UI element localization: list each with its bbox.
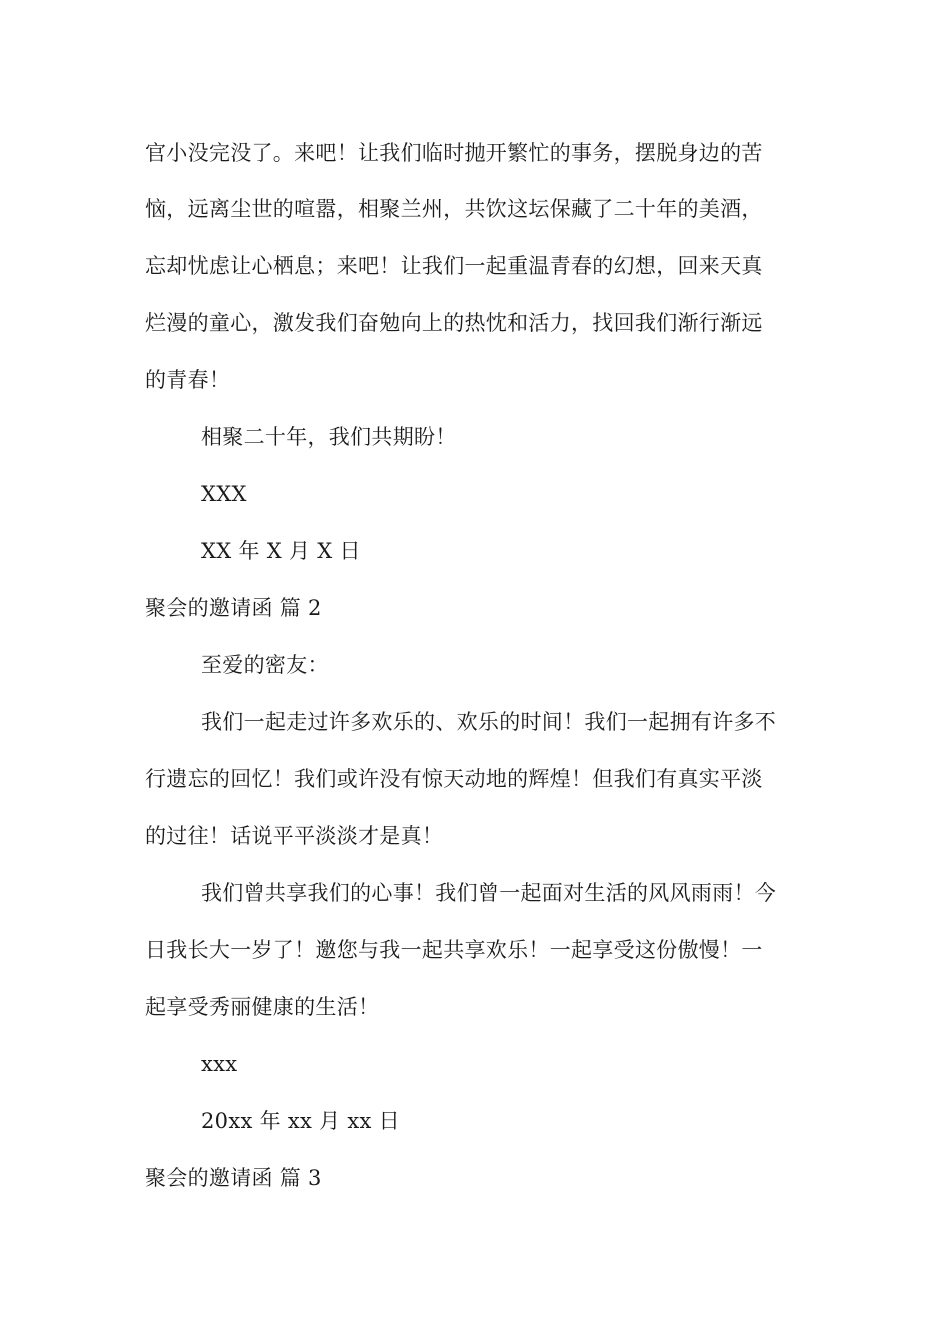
paragraph-line: 忘却忧虑让心栖息；来吧！让我们一起重温青春的幻想，回来天真 <box>145 254 763 278</box>
signature: XXX <box>201 482 247 506</box>
paragraph-line: 起享受秀丽健康的生活！ <box>145 995 380 1019</box>
section-heading: 聚会的邀请函 篇 3 <box>145 1166 322 1190</box>
paragraph-line: 我们一起走过许多欢乐的、欢乐的时间！我们一起拥有许多不 <box>201 710 777 734</box>
paragraph-line: 烂漫的童心，激发我们奋勉向上的热忱和活力，找回我们渐行渐远 <box>145 311 763 335</box>
paragraph-line: 的过往！话说平平淡淡才是真！ <box>145 824 444 848</box>
date-line: XX 年 X 月 X 日 <box>201 539 361 563</box>
closing-line: 相聚二十年，我们共期盼！ <box>201 425 457 449</box>
paragraph-line: 我们曾共享我们的心事！我们曾一起面对生活的风风雨雨！今 <box>201 881 777 905</box>
section-heading: 聚会的邀请函 篇 2 <box>145 596 322 620</box>
paragraph-line: 恼，远离尘世的喧嚣，相聚兰州，共饮这坛保藏了二十年的美酒， <box>145 197 763 221</box>
paragraph-line: 行遗忘的回忆！我们或许没有惊天动地的辉煌！但我们有真实平淡 <box>145 767 763 791</box>
signature: xxx <box>201 1052 238 1076</box>
paragraph-line: 官小没完没了。来吧！让我们临时抛开繁忙的事务，摆脱身边的苦 <box>145 141 763 165</box>
paragraph-line: 日我长大一岁了！邀您与我一起共享欢乐！一起享受这份傲慢！一 <box>145 938 763 962</box>
paragraph-line: 的青春！ <box>145 368 231 392</box>
salutation: 至爱的密友： <box>201 653 329 677</box>
date-line: 20xx 年 xx 月 xx 日 <box>201 1109 400 1133</box>
